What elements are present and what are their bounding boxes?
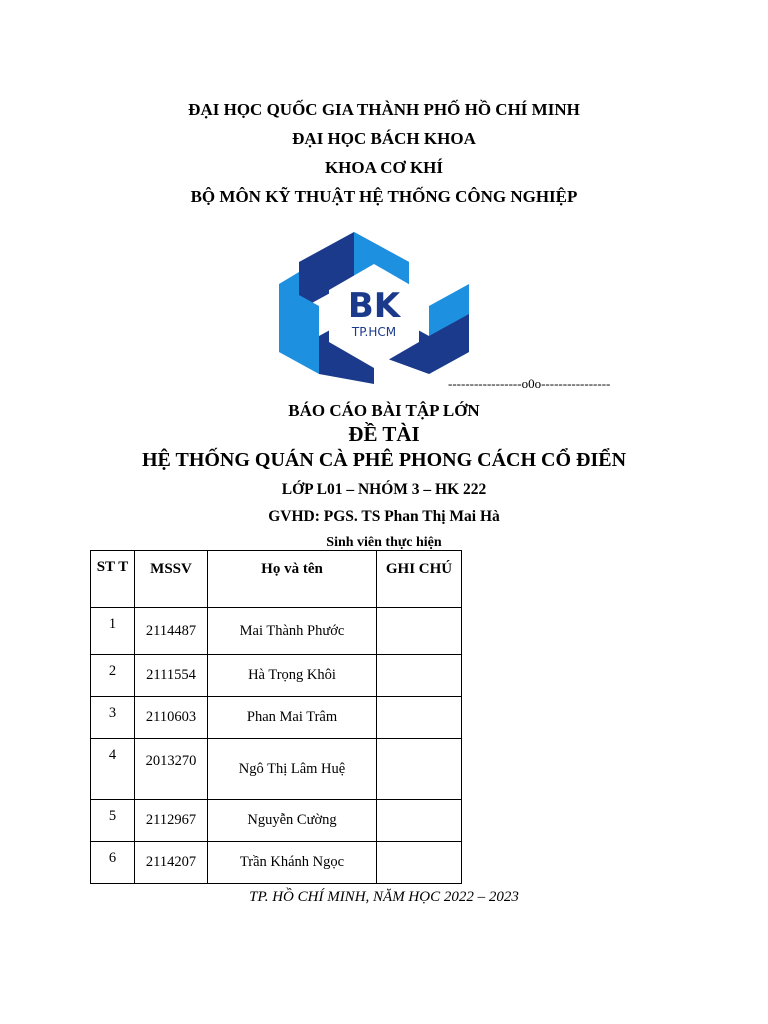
faculty-name: KHOA CƠ KHÍ [324,158,444,177]
row-name: Nguyễn Cường [208,800,377,842]
row-mssv: 2111554 [135,655,208,697]
row-name: Ngô Thị Lâm Huệ [208,739,377,800]
topic-title: HỆ THỐNG QUÁN CÀ PHÊ PHONG CÁCH CỔ ĐIỂN [141,449,627,471]
header-mssv: MSSV [135,551,208,608]
table-row [91,697,462,739]
table-row [91,842,462,884]
bk-logo [279,224,469,384]
row-name: Mai Thành Phước [208,608,377,655]
row-name: Trần Khánh Ngọc [208,842,377,884]
row-stt: 2 [91,655,135,697]
table-row [91,608,462,655]
advisor: GVHD: PGS. TS Phan Thị Mai Hà [268,508,500,525]
divider-line: -----------------o0o---------------- [448,376,611,391]
row-note [377,842,462,884]
topic-label: ĐỀ TÀI [348,422,420,446]
row-stt: 6 [91,842,135,884]
student-table [90,550,462,884]
row-mssv: 2013270 [135,739,208,800]
row-stt: 1 [91,608,135,655]
row-mssv: 2114487 [135,608,208,655]
row-mssv: 2110603 [135,697,208,739]
row-note [377,697,462,739]
row-stt: 3 [91,697,135,739]
header-stt: ST T [91,551,135,608]
logo-subtext: TP.HCM [351,325,397,339]
class-info: LỚP L01 – NHÓM 3 – HK 222 [281,481,487,498]
report-type: BÁO CÁO BÀI TẬP LỚN [288,401,480,420]
row-note [377,739,462,800]
students-caption: Sinh viên thực hiện [326,535,442,550]
table-row [91,739,462,800]
row-name: Hà Trọng Khôi [208,655,377,697]
university-name: ĐẠI HỌC QUỐC GIA THÀNH PHỐ HỒ CHÍ MINH [188,100,580,119]
row-stt: 5 [91,800,135,842]
row-name: Phan Mai Trâm [208,697,377,739]
table-row [91,655,462,697]
row-note [377,800,462,842]
department-name: BỘ MÔN KỸ THUẬT HỆ THỐNG CÔNG NGHIỆP [190,187,578,206]
row-note [377,655,462,697]
header-name: Họ và tên [208,551,377,608]
table-row [91,800,462,842]
school-name: ĐẠI HỌC BÁCH KHOA [292,129,476,148]
row-note [377,608,462,655]
row-stt: 4 [91,739,135,800]
footer-location-year: TP. HỒ CHÍ MINH, NĂM HỌC 2022 – 2023 [249,889,519,905]
header-note: GHI CHÚ [377,551,462,608]
row-mssv: 2114207 [135,842,208,884]
logo-letters: BK [347,286,401,326]
table-header-row [91,551,462,608]
row-mssv: 2112967 [135,800,208,842]
